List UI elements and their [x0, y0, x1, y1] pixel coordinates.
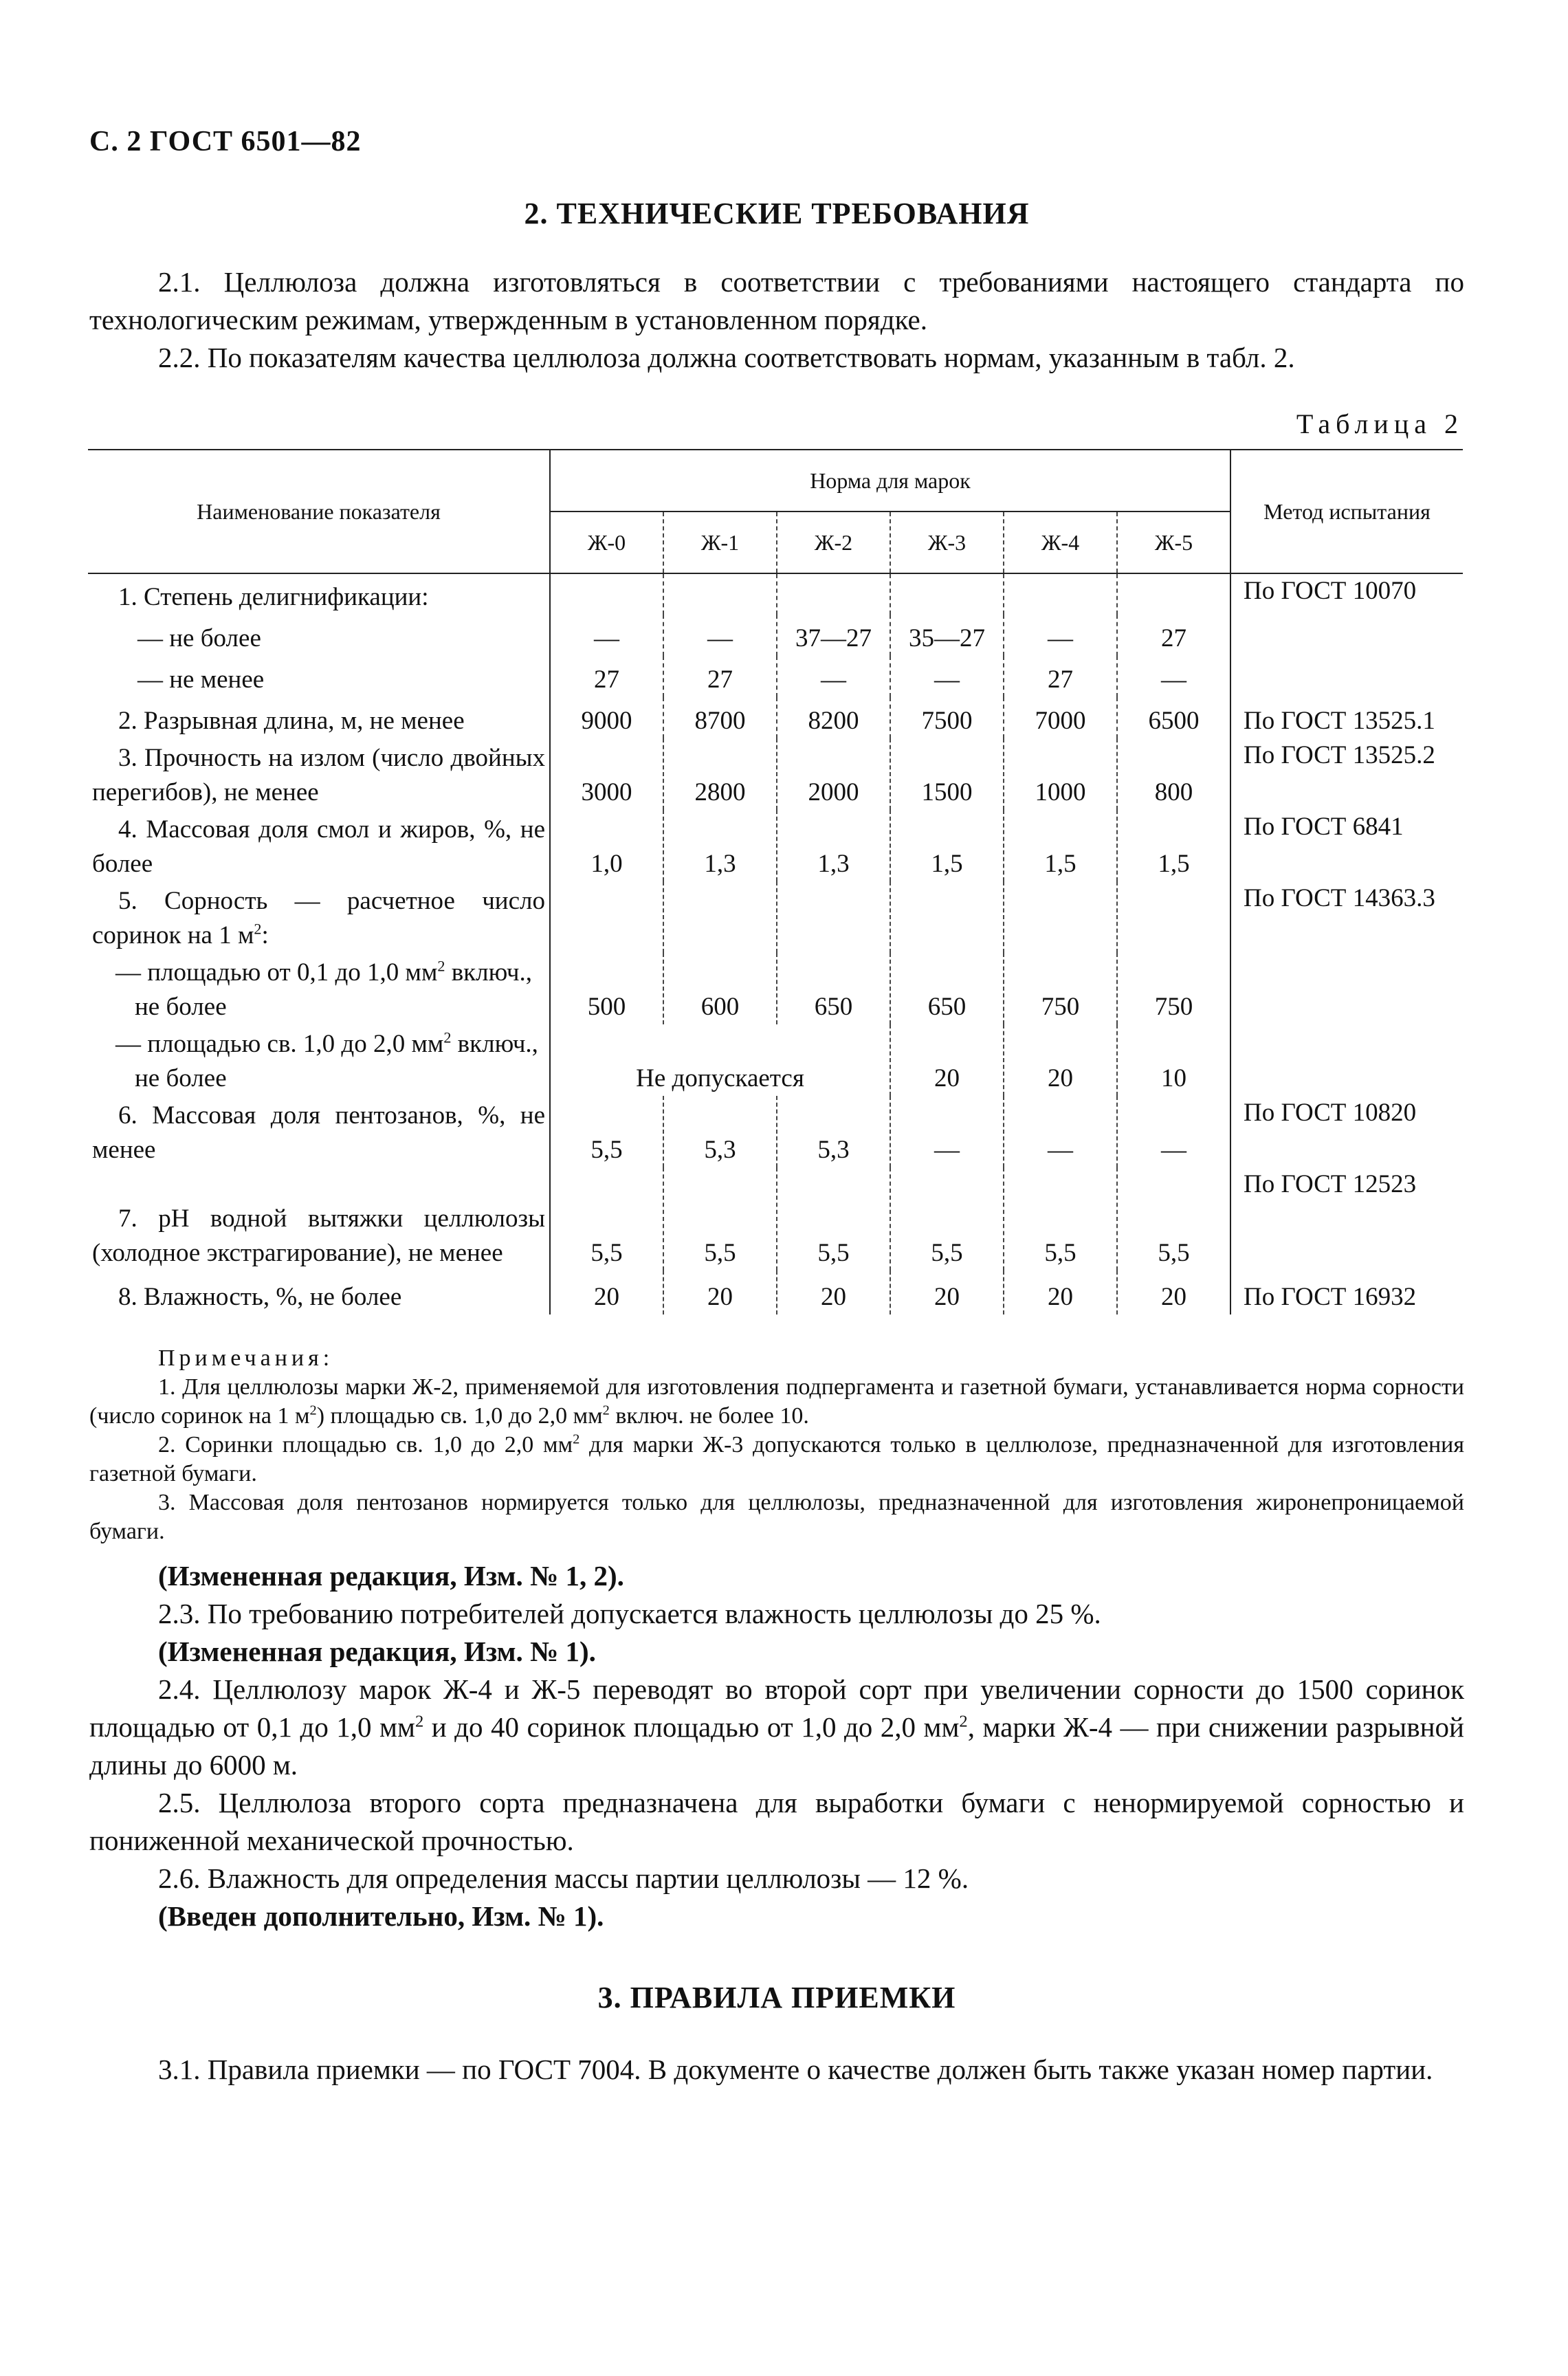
cell-value: 5,5 — [550, 1167, 663, 1270]
col-header-method: Метод испытания — [1230, 450, 1463, 573]
col-header-name: Наименование показателя — [88, 450, 550, 573]
section-2-title: 2. ТЕХНИЧЕСКИЕ ТРЕБОВАНИЯ — [524, 197, 1030, 230]
row-method: По ГОСТ 10820 — [1230, 1096, 1463, 1167]
table-row — [88, 1096, 1463, 1167]
table-row — [88, 656, 1463, 697]
row-name: 5. Сорность — расчетное число соринок на 1 $м^2$: — [92, 887, 545, 949]
cell-value: 5,3 — [777, 1096, 890, 1167]
cell-value: — — [1117, 1096, 1230, 1167]
cell-value: 27 — [1004, 656, 1117, 697]
cell-value: — — [777, 656, 890, 697]
cell-value: 600 — [663, 953, 777, 1024]
paragraph-3-1: 3.1. Правила приемки — по ГОСТ 7004. В документе о качестве должен быть также указан номер партии. — [158, 2054, 1433, 2085]
cell-value: 35—27 — [890, 615, 1004, 656]
row-name: — площадью от 0,1 до 1,0 $мм^2$ включ., не более — [115, 957, 532, 1021]
cell-value: — — [1004, 615, 1117, 656]
cell-value: 800 — [1117, 738, 1230, 810]
cell-value: 7000 — [1004, 697, 1117, 738]
mark-header: Ж-0 — [550, 512, 663, 573]
cell-value: — — [550, 615, 663, 656]
table-row — [88, 810, 1463, 881]
table-notes — [89, 1344, 1464, 1546]
row-method: По ГОСТ 12523 — [1230, 1167, 1463, 1270]
row-name: — не менее — [137, 666, 265, 694]
row-name: 2. Разрывная длина, м, не менее — [118, 707, 465, 735]
row-method: По ГОСТ 14363.3 — [1230, 881, 1463, 953]
mark-header: Ж-3 — [890, 512, 1004, 573]
cell-value: 20 — [1004, 1270, 1117, 1314]
table-row — [88, 697, 1463, 738]
cell-value: 750 — [1117, 953, 1230, 1024]
note-3: 3. Массовая доля пентозанов нормируется только для целлюлозы, предназначенной для изготовления жиронепроницаемой бумаги. — [89, 1490, 1464, 1544]
row-name: 1. Степень делигнификации: — [118, 583, 429, 611]
cell-value: 1,5 — [1117, 810, 1230, 881]
cell-value: 27 — [1117, 615, 1230, 656]
cell-value: 37—27 — [777, 615, 890, 656]
cell-value: 20 — [663, 1270, 777, 1314]
cell-value: 20 — [1004, 1024, 1117, 1096]
cell-value: 8700 — [663, 697, 777, 738]
table-caption: Таблица 2 — [1296, 408, 1464, 439]
cell-value: 3000 — [550, 738, 663, 810]
amendment-note: (Измененная редакция, Изм. № 1, 2). — [158, 1560, 624, 1592]
table-row — [88, 1024, 1463, 1096]
cell-value: 650 — [777, 953, 890, 1024]
cell-value: 7500 — [890, 697, 1004, 738]
cell-value: 650 — [890, 953, 1004, 1024]
row-name: 8. Влажность, %, не более — [118, 1283, 402, 1311]
paragraph-2-3: 2.3. По требованию потребителей допускается влажность целлюлозы до 25 %. — [158, 1598, 1101, 1629]
cell-value: 27 — [550, 656, 663, 697]
cell-value: 8200 — [777, 697, 890, 738]
cell-value: 6500 — [1117, 697, 1230, 738]
row-method: По ГОСТ 13525.2 — [1230, 738, 1463, 810]
row-name: 7. pH водной вытяжки целлюлозы (холодное экстрагирование), не менее — [92, 1204, 545, 1267]
table-row — [88, 1167, 1463, 1270]
merged-cell: Не допускается — [550, 1024, 890, 1096]
row-name: 3. Прочность на излом (число двойных перегибов), не менее — [92, 744, 545, 806]
cell-value: — — [890, 1096, 1004, 1167]
cell-value: 1,0 — [550, 810, 663, 881]
row-method: По ГОСТ 16932 — [1230, 1270, 1463, 1314]
mark-header: Ж-4 — [1004, 512, 1117, 573]
table-row — [88, 953, 1463, 1024]
cell-value: 1,5 — [1004, 810, 1117, 881]
cell-value: 20 — [890, 1024, 1004, 1096]
page-header: С. 2 ГОСТ 6501—82 — [89, 126, 362, 157]
table-row — [88, 881, 1463, 953]
cell-value: 2000 — [777, 738, 890, 810]
amendment-note: (Измененная редакция, Изм. № 1). — [158, 1636, 596, 1667]
cell-value: 2800 — [663, 738, 777, 810]
quality-table — [88, 449, 1463, 1314]
row-name: — площадью св. 1,0 до 2,0 $мм^2$ включ., не более — [115, 1028, 538, 1092]
cell-value: 10 — [1117, 1024, 1230, 1096]
cell-value: 20 — [890, 1270, 1004, 1314]
cell-value: 1,3 — [663, 810, 777, 881]
cell-value: 5,5 — [1117, 1167, 1230, 1270]
cell-value: — — [1117, 656, 1230, 697]
cell-value: 5,5 — [1004, 1167, 1117, 1270]
notes-label: Примечания: — [158, 1345, 334, 1371]
cell-value: — — [1004, 1096, 1117, 1167]
cell-value: 5,5 — [777, 1167, 890, 1270]
paragraph-2-4: 2.4. Целлюлозу марок Ж-4 и Ж-5 переводят во второй сорт при увеличении сорности до 1500 соринок площадью от 0,1 до 1,0 $мм^2$ и до 40 соринок площадью от 1,0 до 2,0 $мм^2$, марки Ж-4 — при снижении разрывной длины до 6000 м. — [89, 1673, 1464, 1781]
row-method: По ГОСТ 10070 — [1230, 573, 1463, 615]
note-1: 1. Для целлюлозы марки Ж-2, применяемой для изготовления подпергамента и газетной бумаги, устанавливается норма сорности (число соринок на 1 $м^2$) площадью св. 1,0 до 2,0 $мм^2$ включ. не более 10. — [89, 1374, 1464, 1429]
row-name: — не более — [137, 624, 261, 652]
row-method: По ГОСТ 6841 — [1230, 810, 1463, 881]
table-row — [88, 738, 1463, 810]
row-name: 4. Массовая доля смол и жиров, %, не более — [92, 815, 545, 878]
col-header-norm: Норма для марок — [550, 450, 1230, 512]
table-row — [88, 573, 1463, 615]
cell-value: 1,5 — [890, 810, 1004, 881]
cell-value: 5,3 — [663, 1096, 777, 1167]
cell-value: 20 — [1117, 1270, 1230, 1314]
cell-value: 750 — [1004, 953, 1117, 1024]
cell-value: 20 — [550, 1270, 663, 1314]
cell-value: 5,5 — [550, 1096, 663, 1167]
note-2: 2. Соринки площадью св. 1,0 до 2,0 $мм^2$ для марки Ж-3 допускаются только в целлюлозе, предназначенной для изготовления газетной бумаги. — [89, 1431, 1464, 1486]
mark-header: Ж-5 — [1117, 512, 1230, 573]
table-row — [88, 1270, 1463, 1314]
cell-value: 5,5 — [663, 1167, 777, 1270]
cell-value: 1,3 — [777, 810, 890, 881]
row-method: По ГОСТ 13525.1 — [1230, 697, 1463, 738]
cell-value: 20 — [777, 1270, 890, 1314]
paragraph-2-1: 2.1. Целлюлоза должна изготовляться в соответствии с требованиями настоящего стандарта по технологическим режимам, утвержденным в установленном порядке. — [89, 266, 1464, 336]
cell-value: 9000 — [550, 697, 663, 738]
paragraph-2-5: 2.5. Целлюлоза второго сорта предназначена для выработки бумаги с ненормируемой сорностью и пониженной механической прочностью. — [89, 1787, 1464, 1856]
cell-value: 5,5 — [890, 1167, 1004, 1270]
cell-value: 1000 — [1004, 738, 1117, 810]
cell-value: 500 — [550, 953, 663, 1024]
section-3-title: 3. ПРАВИЛА ПРИЕМКИ — [597, 1981, 956, 2014]
body-after-table — [89, 1557, 1464, 1935]
paragraph-2-6: 2.6. Влажность для определения массы партии целлюлозы — 12 %. — [158, 1862, 969, 1894]
amendment-note: (Введен дополнительно, Изм. № 1). — [158, 1900, 604, 1932]
mark-header: Ж-2 — [777, 512, 890, 573]
paragraph-2-2: 2.2. По показателям качества целлюлоза должна соответствовать нормам, указанным в табл. 2. — [158, 342, 1295, 373]
row-name: 6. Массовая доля пентозанов, %, не менее — [92, 1101, 545, 1164]
cell-value: — — [663, 615, 777, 656]
cell-value: 27 — [663, 656, 777, 697]
cell-value: 1500 — [890, 738, 1004, 810]
table-row — [88, 615, 1463, 656]
mark-header: Ж-1 — [663, 512, 777, 573]
cell-value: — — [890, 656, 1004, 697]
